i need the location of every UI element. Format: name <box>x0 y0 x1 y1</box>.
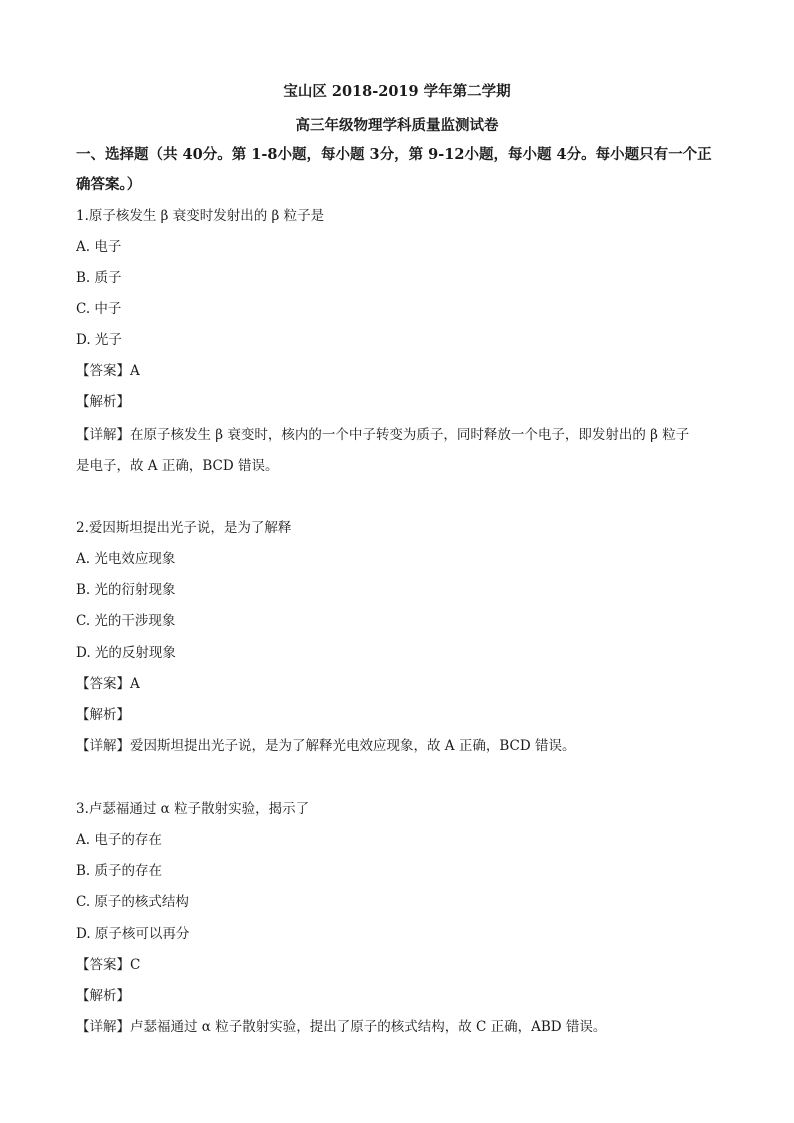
question-1-option-d: D. 光子 <box>76 332 122 348</box>
question-3-stem: 3.卢瑟福通过 α 粒子散射实验，揭示了 <box>76 801 310 817</box>
document-subtitle: 高三年级物理学科质量监测试卷 <box>295 117 499 134</box>
question-3-analysis-label: 【解析】 <box>76 988 130 1004</box>
question-1-option-b: B. 质子 <box>76 270 122 286</box>
question-2-analysis-label: 【解析】 <box>76 707 130 723</box>
question-3-option-a: A. 电子的存在 <box>76 832 162 848</box>
question-2-answer: 【答案】A <box>76 676 140 692</box>
section-heading: 一、选择题（共 40分。第 1-8小题，每小题 3分，第 9-12小题，每小题 4分。每小题只有一个正确答案。） <box>76 146 712 193</box>
question-3-detail-line-1: 【详解】卢瑟福通过 α 粒子散射实验，提出了原子的核式结构，故 C 正确，ABD 错误。 <box>76 1019 607 1035</box>
question-3-answer: 【答案】C <box>76 957 141 973</box>
question-1-option-c: C. 中子 <box>76 301 122 317</box>
question-1-answer: 【答案】A <box>76 363 140 379</box>
question-1-detail-line-1: 【详解】在原子核发生 β 衰变时，核内的一个中子转变为质子，同时释放一个电子，即发射出的 β 粒子 <box>76 427 690 443</box>
question-3-option-c: C. 原子的核式结构 <box>76 894 189 910</box>
question-2-option-b: B. 光的衍射现象 <box>76 582 176 598</box>
question-3-option-b: B. 质子的存在 <box>76 863 163 879</box>
question-2-stem: 2.爱因斯坦提出光子说，是为了解释 <box>76 520 292 536</box>
question-1-stem: 1.原子核发生 β 衰变时发射出的 β 粒子是 <box>76 208 325 224</box>
question-3-option-d: D. 原子核可以再分 <box>76 926 190 942</box>
question-1-detail-line-2: 是电子，故 A 正确，BCD 错误。 <box>76 458 279 474</box>
document-title: 宝山区 2018-2019 学年第二学期 <box>283 83 511 100</box>
question-1-analysis-label: 【解析】 <box>76 394 130 410</box>
question-2-option-d: D. 光的反射现象 <box>76 645 176 661</box>
question-2-option-a: A. 光电效应现象 <box>76 551 176 567</box>
question-2-option-c: C. 光的干涉现象 <box>76 613 176 629</box>
question-1-option-a: A. 电子 <box>76 239 122 255</box>
question-2-detail-line-1: 【详解】爱因斯坦提出光子说，是为了解释光电效应现象，故 A 正确，BCD 错误。 <box>76 738 576 754</box>
